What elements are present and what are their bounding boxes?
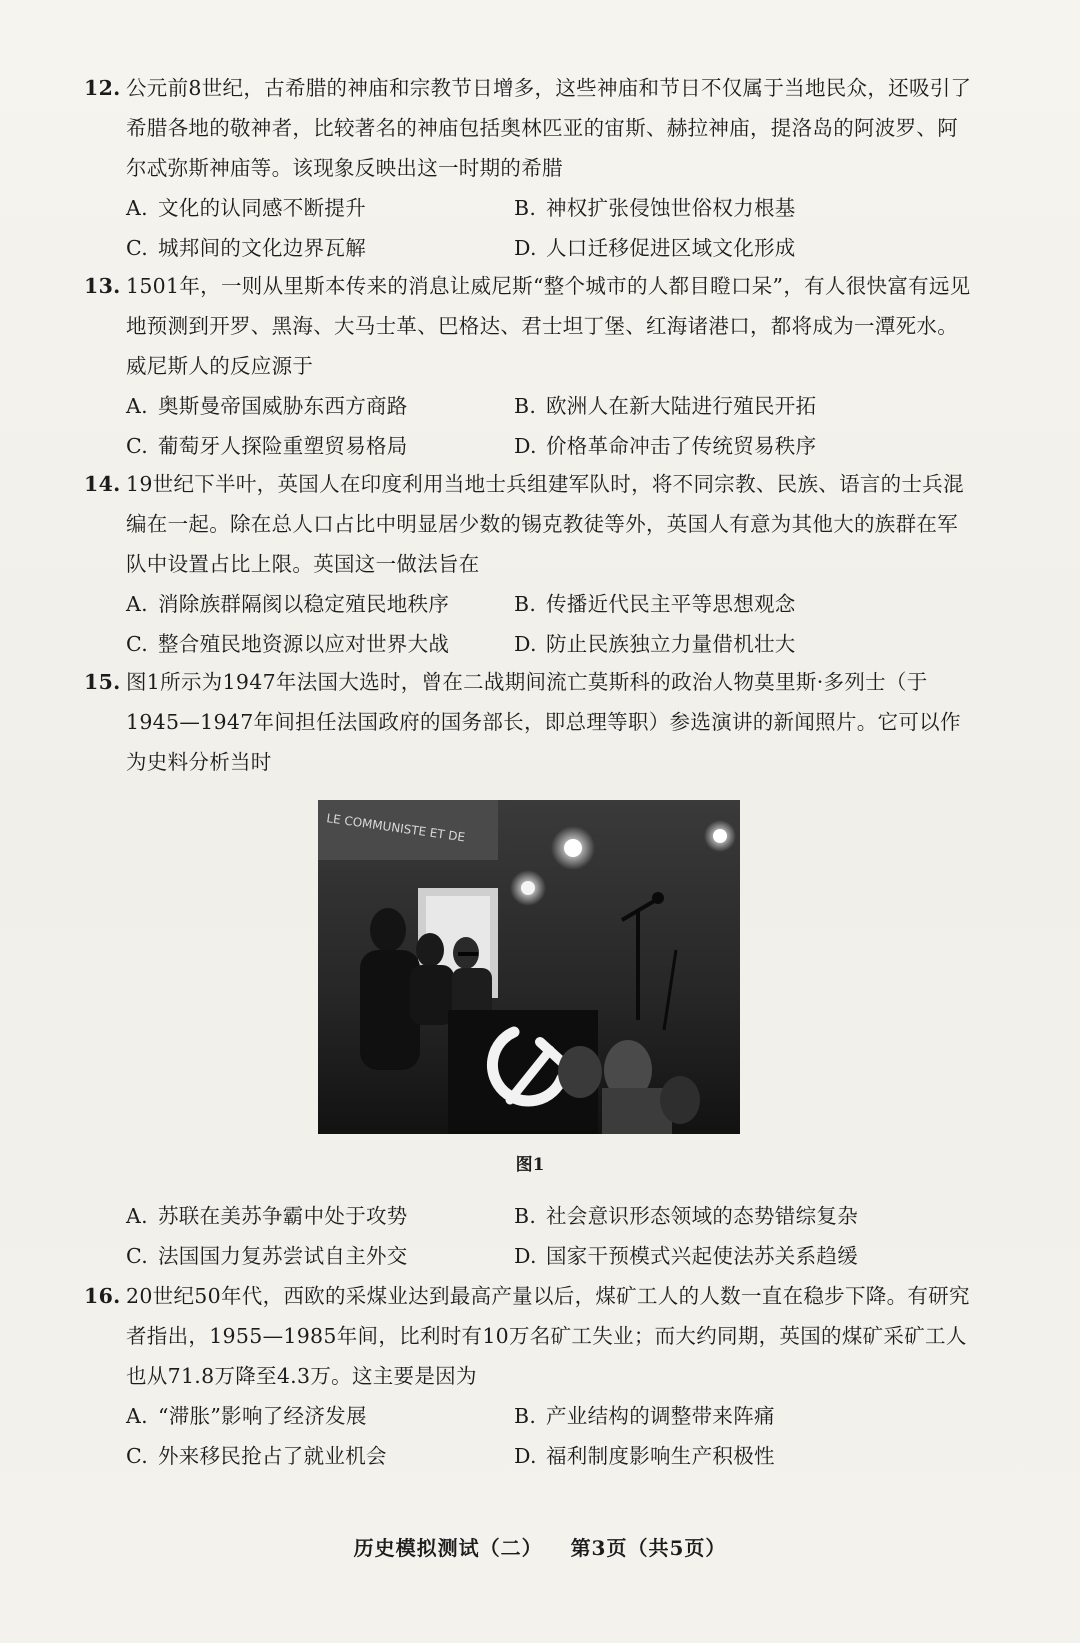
answer-options bbox=[126, 1396, 974, 1476]
question-number: 16. bbox=[84, 1284, 121, 1308]
option-d[interactable]: D. 价格革命冲击了传统贸易秩序 bbox=[514, 434, 817, 458]
option-c[interactable]: C. 外来移民抢占了就业机会 bbox=[126, 1444, 387, 1468]
question-13 bbox=[84, 266, 974, 466]
question-15-options bbox=[84, 1196, 974, 1276]
option-b[interactable]: B. 社会意识形态领域的态势错综复杂 bbox=[514, 1204, 858, 1228]
option-b[interactable]: B. 神权扩张侵蚀世俗权力根基 bbox=[514, 196, 796, 220]
option-d[interactable]: D. 防止民族独立力量借机壮大 bbox=[514, 632, 796, 656]
option-b[interactable]: B. 欧洲人在新大陆进行殖民开拓 bbox=[514, 394, 817, 418]
option-d[interactable]: D. 福利制度影响生产积极性 bbox=[514, 1444, 775, 1468]
question-15 bbox=[84, 662, 974, 782]
option-a[interactable]: A. 奥斯曼帝国威胁东西方商路 bbox=[126, 394, 408, 418]
question-number: 14. bbox=[84, 472, 121, 496]
question-number: 13. bbox=[84, 274, 121, 298]
option-a[interactable]: A. 消除族群隔阂以稳定殖民地秩序 bbox=[126, 592, 450, 616]
question-text: 公元前8世纪，古希腊的神庙和宗教节日增多，这些神庙和节日不仅属于当地民众，还吸引了希腊各地的敬神者，比较著名的神庙包括奥林匹亚的宙斯、赫拉神庙，提洛岛的阿波罗、阿尔忒弥斯神庙等。该现象反映出这一时期的希腊 bbox=[126, 76, 972, 180]
option-d[interactable]: D. 国家干预模式兴起使法苏关系趋缓 bbox=[514, 1244, 858, 1268]
page-number: 第3页（共5页） bbox=[570, 1536, 727, 1560]
option-a[interactable]: A. 苏联在美苏争霸中处于攻势 bbox=[126, 1204, 408, 1228]
question-text: 1501年，一则从里斯本传来的消息让威尼斯“整个城市的人都目瞪口呆”，有人很快富有远见地预测到开罗、黑海、大马士革、巴格达、君士坦丁堡、红海诸港口，都将成为一潭死水。威尼斯人的反应源于 bbox=[126, 274, 971, 378]
option-c[interactable]: C. 整合殖民地资源以应对世界大战 bbox=[126, 632, 450, 656]
question-number: 15. bbox=[84, 670, 121, 694]
figure-caption: 图1 bbox=[515, 1155, 545, 1175]
question-14 bbox=[84, 464, 974, 664]
question-number: 12. bbox=[84, 76, 121, 100]
option-c[interactable]: C. 葡萄牙人探险重塑贸易格局 bbox=[126, 434, 408, 458]
question-12 bbox=[84, 68, 974, 268]
answer-options bbox=[126, 386, 974, 466]
question-stem bbox=[84, 266, 974, 386]
question-text: 20世纪50年代，西欧的采煤业达到最高产量以后，煤矿工人的人数一直在稳步下降。有研究者指出，1955—1985年间，比利时有10万名矿工失业；而大约同期，英国的煤矿采矿工人也从71.8万降至4.3万。这主要是因为 bbox=[126, 1284, 970, 1388]
option-a[interactable]: A. 文化的认同感不断提升 bbox=[126, 196, 366, 220]
question-stem bbox=[84, 1276, 974, 1396]
option-b[interactable]: B. 传播近代民主平等思想观念 bbox=[514, 592, 796, 616]
answer-options bbox=[126, 1196, 974, 1276]
option-c[interactable]: C. 城邦间的文化边界瓦解 bbox=[126, 236, 366, 260]
question-16 bbox=[84, 1276, 974, 1476]
option-b[interactable]: B. 产业结构的调整带来阵痛 bbox=[514, 1404, 775, 1428]
question-text: 19世纪下半叶，英国人在印度利用当地士兵组建军队时，将不同宗教、民族、语言的士兵混编在一起。除在总人口占比中明显居少数的锡克教徒等外，英国人有意为其他大的族群在军队中设置占比上限。英国这一做法旨在 bbox=[126, 472, 964, 576]
option-d[interactable]: D. 人口迁移促进区域文化形成 bbox=[514, 236, 796, 260]
option-a[interactable]: A. “滞胀”影响了经济发展 bbox=[126, 1404, 367, 1428]
question-text: 图1所示为1947年法国大选时，曾在二战期间流亡莫斯科的政治人物莫里斯·多列士（于1945—1947年间担任法国政府的国务部长，即总理等职）参选演讲的新闻照片。它可以作为史料分析当时 bbox=[126, 670, 961, 774]
option-c[interactable]: C. 法国国力复苏尝试自主外交 bbox=[126, 1244, 408, 1268]
question-stem bbox=[84, 464, 974, 584]
exam-title: 历史模拟测试（二） bbox=[353, 1536, 543, 1560]
question-stem bbox=[84, 68, 974, 188]
question-stem bbox=[84, 662, 974, 782]
answer-options bbox=[126, 584, 974, 664]
figure-1-photo bbox=[318, 800, 740, 1134]
page-footer bbox=[0, 1532, 1080, 1561]
answer-options bbox=[126, 188, 974, 268]
banner-text: LE COMMUNISTE ET DE bbox=[325, 811, 466, 845]
